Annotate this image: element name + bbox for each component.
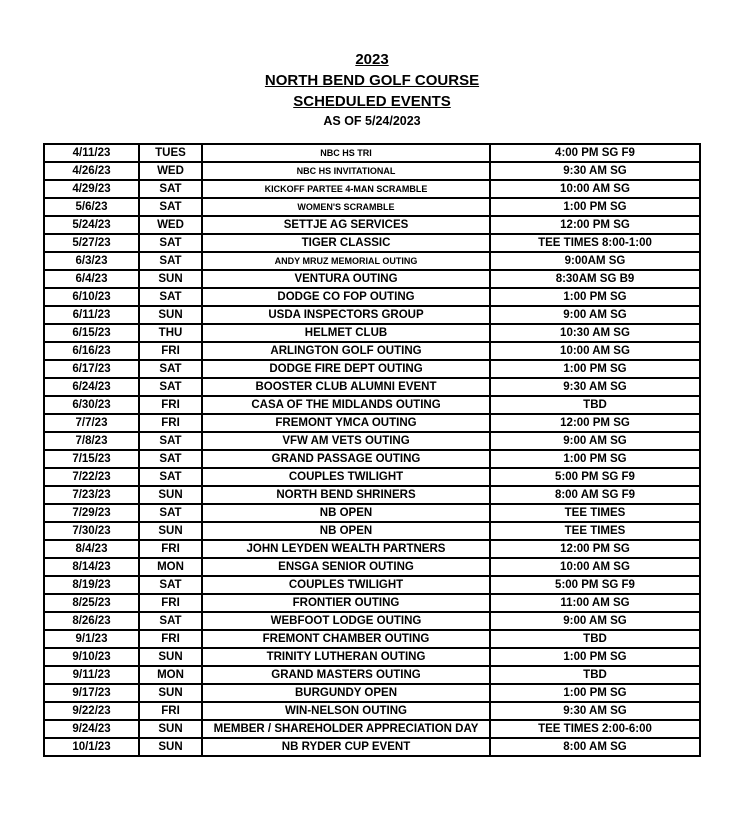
event-day: SAT <box>139 450 202 468</box>
event-day: SUN <box>139 720 202 738</box>
table-row <box>44 522 700 540</box>
event-time: 1:00 PM SG <box>490 684 700 702</box>
table-row <box>44 648 700 666</box>
event-name: ENSGA SENIOR OUTING <box>202 558 490 576</box>
as-of-date: AS OF 5/24/2023 <box>323 114 421 128</box>
event-time: 10:00 AM SG <box>490 180 700 198</box>
event-day: SUN <box>139 306 202 324</box>
event-date: 6/3/23 <box>44 252 139 270</box>
event-date: 7/7/23 <box>44 414 139 432</box>
event-day: SAT <box>139 378 202 396</box>
table-row <box>44 360 700 378</box>
table-row <box>44 180 700 198</box>
table-row <box>44 558 700 576</box>
event-day: WED <box>139 162 202 180</box>
event-date: 7/29/23 <box>44 504 139 522</box>
event-date: 8/14/23 <box>44 558 139 576</box>
event-day: FRI <box>139 396 202 414</box>
event-name: GRAND PASSAGE OUTING <box>202 450 490 468</box>
event-time: 12:00 PM SG <box>490 414 700 432</box>
event-time: 1:00 PM SG <box>490 360 700 378</box>
event-time: 8:30AM SG B9 <box>490 270 700 288</box>
event-date: 9/11/23 <box>44 666 139 684</box>
table-row <box>44 144 700 162</box>
event-date: 8/26/23 <box>44 612 139 630</box>
event-time: TBD <box>490 630 700 648</box>
event-time: 9:00 AM SG <box>490 612 700 630</box>
event-day: TUES <box>139 144 202 162</box>
event-time: 11:00 AM SG <box>490 594 700 612</box>
event-date: 6/17/23 <box>44 360 139 378</box>
event-name: FREMONT CHAMBER OUTING <box>202 630 490 648</box>
event-day: SAT <box>139 252 202 270</box>
event-date: 6/16/23 <box>44 342 139 360</box>
event-name: MEMBER / SHAREHOLDER APPRECIATION DAY <box>202 720 490 738</box>
event-time: TEE TIMES 8:00-1:00 <box>490 234 700 252</box>
table-row <box>44 252 700 270</box>
event-name: NB OPEN <box>202 522 490 540</box>
event-time: 9:00 AM SG <box>490 306 700 324</box>
event-day: FRI <box>139 594 202 612</box>
table-row <box>44 342 700 360</box>
event-time: 1:00 PM SG <box>490 288 700 306</box>
event-date: 4/29/23 <box>44 180 139 198</box>
event-name: ANDY MRUZ MEMORIAL OUTING <box>202 252 490 270</box>
event-date: 6/30/23 <box>44 396 139 414</box>
event-date: 7/22/23 <box>44 468 139 486</box>
event-date: 6/24/23 <box>44 378 139 396</box>
event-name: SETTJE AG SERVICES <box>202 216 490 234</box>
event-date: 5/24/23 <box>44 216 139 234</box>
event-day: SAT <box>139 360 202 378</box>
event-date: 7/15/23 <box>44 450 139 468</box>
table-row <box>44 324 700 342</box>
table-row <box>44 666 700 684</box>
event-day: THU <box>139 324 202 342</box>
event-time: 9:30 AM SG <box>490 378 700 396</box>
event-time: 1:00 PM SG <box>490 648 700 666</box>
event-day: FRI <box>139 540 202 558</box>
event-time: 10:30 AM SG <box>490 324 700 342</box>
event-name: BURGUNDY OPEN <box>202 684 490 702</box>
table-row <box>44 450 700 468</box>
event-name: HELMET CLUB <box>202 324 490 342</box>
event-time: 5:00 PM SG F9 <box>490 576 700 594</box>
event-day: SAT <box>139 288 202 306</box>
events-table <box>43 143 701 757</box>
event-name: NB OPEN <box>202 504 490 522</box>
event-name: NORTH BEND SHRINERS <box>202 486 490 504</box>
table-row <box>44 288 700 306</box>
event-date: 5/27/23 <box>44 234 139 252</box>
event-day: SAT <box>139 576 202 594</box>
event-name: FREMONT YMCA OUTING <box>202 414 490 432</box>
event-date: 5/6/23 <box>44 198 139 216</box>
table-row <box>44 576 700 594</box>
event-name: COUPLES TWILIGHT <box>202 576 490 594</box>
event-day: SUN <box>139 648 202 666</box>
event-day: SAT <box>139 432 202 450</box>
title-course: NORTH BEND GOLF COURSE <box>264 72 480 89</box>
event-time: 9:30 AM SG <box>490 162 700 180</box>
event-time: 10:00 AM SG <box>490 342 700 360</box>
event-date: 10/1/23 <box>44 738 139 756</box>
event-name: DODGE FIRE DEPT OUTING <box>202 360 490 378</box>
event-time: 12:00 PM SG <box>490 540 700 558</box>
event-time: TEE TIMES 2:00-6:00 <box>490 720 700 738</box>
table-row <box>44 216 700 234</box>
event-date: 9/24/23 <box>44 720 139 738</box>
event-day: SAT <box>139 504 202 522</box>
table-row <box>44 234 700 252</box>
event-day: SUN <box>139 522 202 540</box>
event-time: TBD <box>490 396 700 414</box>
event-name: FRONTIER OUTING <box>202 594 490 612</box>
event-name: KICKOFF PARTEE 4-MAN SCRAMBLE <box>202 180 490 198</box>
event-name: USDA INSPECTORS GROUP <box>202 306 490 324</box>
event-date: 8/19/23 <box>44 576 139 594</box>
event-date: 9/17/23 <box>44 684 139 702</box>
event-time: 10:00 AM SG <box>490 558 700 576</box>
table-row <box>44 612 700 630</box>
event-name: ARLINGTON GOLF OUTING <box>202 342 490 360</box>
event-day: FRI <box>139 414 202 432</box>
title-year: 2023 <box>355 51 389 68</box>
event-day: SUN <box>139 486 202 504</box>
events-table-body <box>44 144 700 756</box>
event-day: SUN <box>139 738 202 756</box>
event-date: 6/11/23 <box>44 306 139 324</box>
table-row <box>44 720 700 738</box>
event-name: WEBFOOT LODGE OUTING <box>202 612 490 630</box>
table-row <box>44 684 700 702</box>
table-row <box>44 198 700 216</box>
event-date: 4/11/23 <box>44 144 139 162</box>
event-time: 9:00 AM SG <box>490 432 700 450</box>
event-day: SAT <box>139 180 202 198</box>
event-day: WED <box>139 216 202 234</box>
event-time: 1:00 PM SG <box>490 450 700 468</box>
event-date: 8/4/23 <box>44 540 139 558</box>
table-row <box>44 702 700 720</box>
event-date: 9/10/23 <box>44 648 139 666</box>
event-date: 6/10/23 <box>44 288 139 306</box>
event-name: NB RYDER CUP EVENT <box>202 738 490 756</box>
event-name: GRAND MASTERS OUTING <box>202 666 490 684</box>
event-date: 4/26/23 <box>44 162 139 180</box>
table-row <box>44 540 700 558</box>
event-day: FRI <box>139 630 202 648</box>
event-day: SAT <box>139 234 202 252</box>
table-row <box>44 630 700 648</box>
event-name: COUPLES TWILIGHT <box>202 468 490 486</box>
table-row <box>44 378 700 396</box>
event-time: 9:30 AM SG <box>490 702 700 720</box>
event-day: SUN <box>139 684 202 702</box>
event-day: SAT <box>139 468 202 486</box>
table-row <box>44 468 700 486</box>
event-name: DODGE CO FOP OUTING <box>202 288 490 306</box>
event-time: 9:00AM SG <box>490 252 700 270</box>
event-name: TIGER CLASSIC <box>202 234 490 252</box>
table-row <box>44 414 700 432</box>
event-time: TBD <box>490 666 700 684</box>
event-time: 1:00 PM SG <box>490 198 700 216</box>
event-time: 5:00 PM SG F9 <box>490 468 700 486</box>
event-date: 8/25/23 <box>44 594 139 612</box>
event-day: SAT <box>139 612 202 630</box>
event-day: FRI <box>139 702 202 720</box>
event-name: NBC HS TRI <box>202 144 490 162</box>
event-name: CASA OF THE MIDLANDS OUTING <box>202 396 490 414</box>
event-date: 6/4/23 <box>44 270 139 288</box>
event-date: 9/22/23 <box>44 702 139 720</box>
event-date: 7/30/23 <box>44 522 139 540</box>
event-name: BOOSTER CLUB ALUMNI EVENT <box>202 378 490 396</box>
table-row <box>44 396 700 414</box>
event-name: VFW AM VETS OUTING <box>202 432 490 450</box>
table-row <box>44 432 700 450</box>
event-day: SAT <box>139 198 202 216</box>
event-day: MON <box>139 558 202 576</box>
event-name: JOHN LEYDEN WEALTH PARTNERS <box>202 540 490 558</box>
table-row <box>44 162 700 180</box>
event-time: 8:00 AM SG F9 <box>490 486 700 504</box>
table-row <box>44 486 700 504</box>
table-row <box>44 270 700 288</box>
event-date: 9/1/23 <box>44 630 139 648</box>
table-row <box>44 738 700 756</box>
event-time: TEE TIMES <box>490 504 700 522</box>
table-row <box>44 594 700 612</box>
event-name: TRINITY LUTHERAN OUTING <box>202 648 490 666</box>
event-name: VENTURA OUTING <box>202 270 490 288</box>
table-row <box>44 306 700 324</box>
event-date: 7/8/23 <box>44 432 139 450</box>
event-day: SUN <box>139 270 202 288</box>
event-name: WIN-NELSON OUTING <box>202 702 490 720</box>
table-row <box>44 504 700 522</box>
event-name: NBC HS INVITATIONAL <box>202 162 490 180</box>
event-time: TEE TIMES <box>490 522 700 540</box>
event-time: 12:00 PM SG <box>490 216 700 234</box>
event-time: 4:00 PM SG F9 <box>490 144 700 162</box>
event-time: 8:00 AM SG <box>490 738 700 756</box>
title-subtitle: SCHEDULED EVENTS <box>293 93 451 110</box>
event-name: WOMEN'S SCRAMBLE <box>202 198 490 216</box>
document-header <box>0 0 744 131</box>
event-date: 6/15/23 <box>44 324 139 342</box>
event-day: MON <box>139 666 202 684</box>
event-date: 7/23/23 <box>44 486 139 504</box>
event-day: FRI <box>139 342 202 360</box>
